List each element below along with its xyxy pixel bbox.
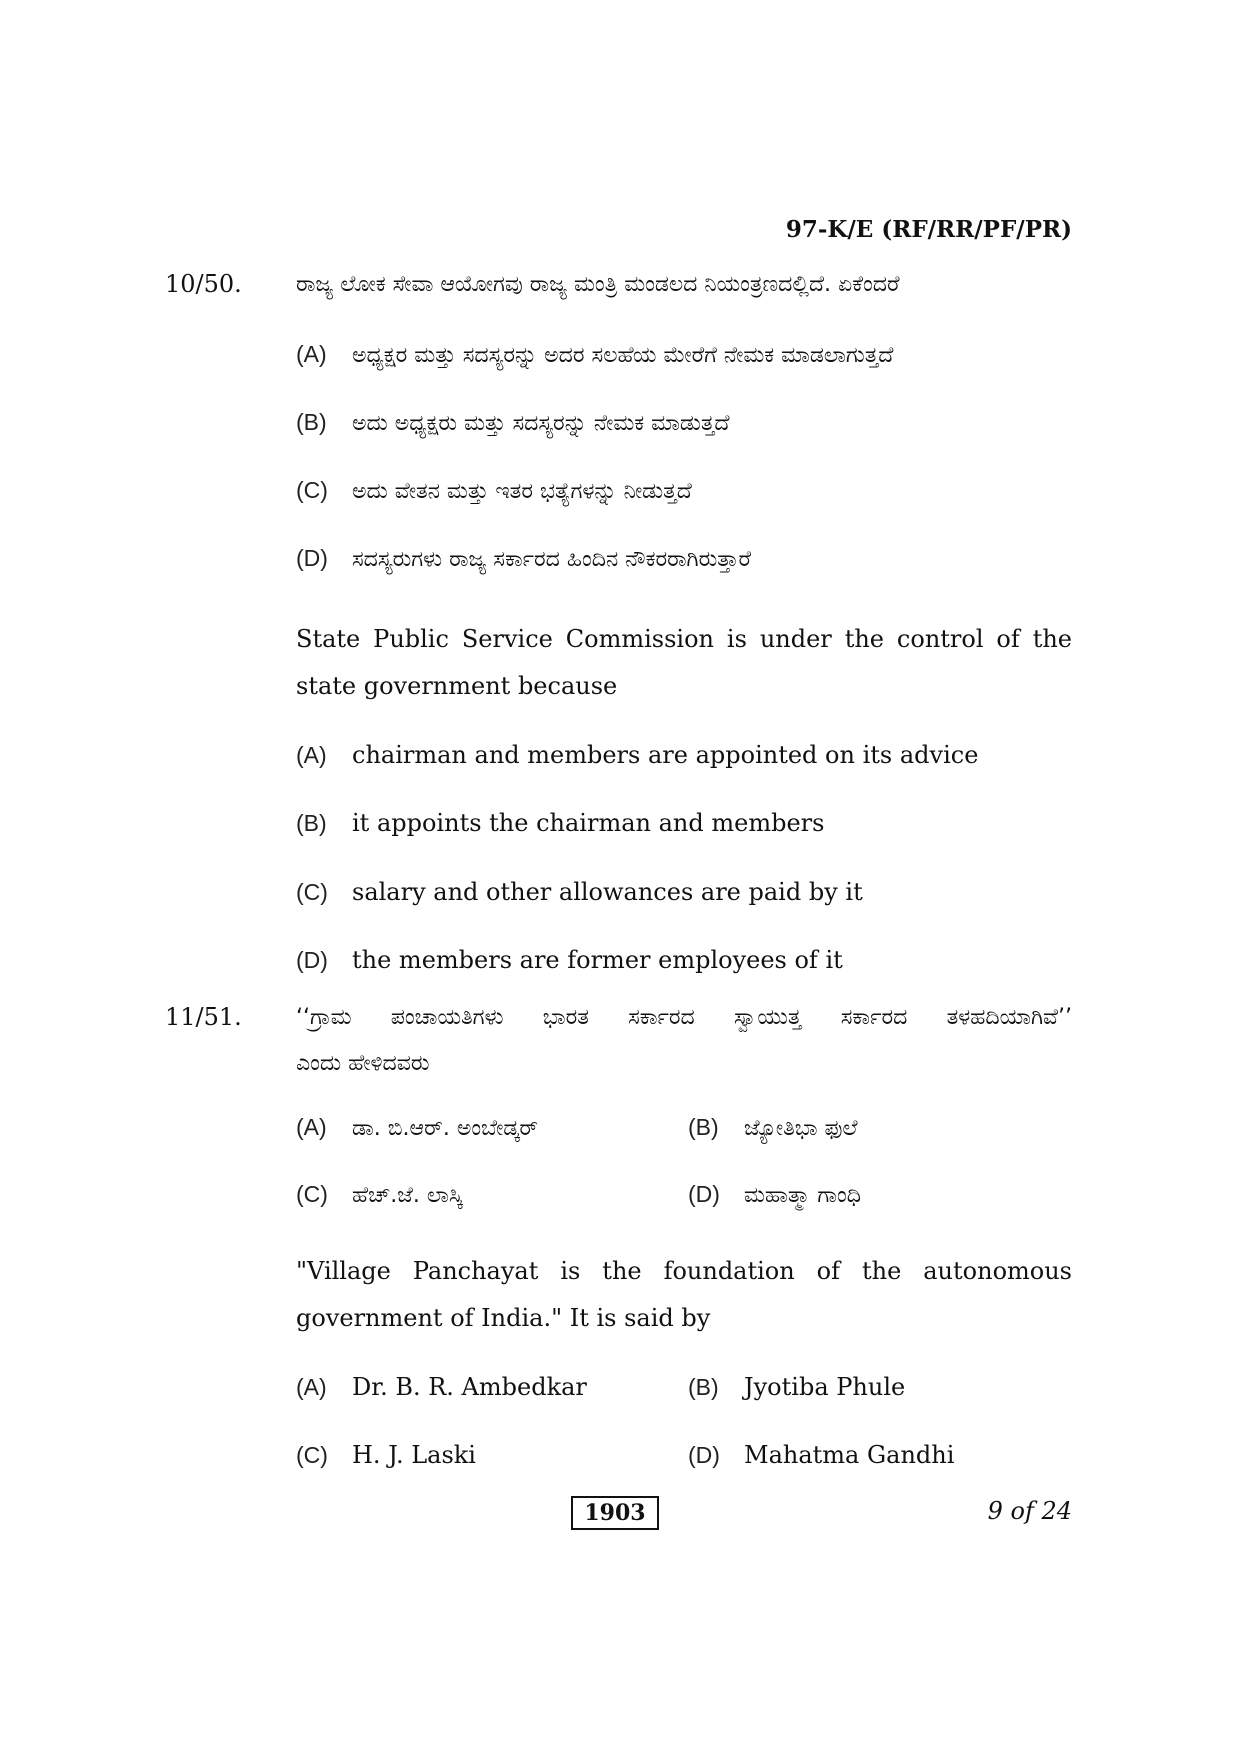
question-stem-english-line2: government of India." It is said by [296, 1304, 711, 1332]
option-text: Mahatma Gandhi [744, 1441, 955, 1469]
option-kannada-c [296, 476, 692, 504]
question-stem-english-line1: State Public Service Commission is under the control of the [296, 625, 1072, 653]
question-number: 11/51. [165, 1003, 242, 1031]
option-kannada-b [688, 1113, 858, 1141]
question-number: 10/50. [165, 270, 242, 298]
option-label: (C) [296, 879, 328, 905]
option-text: it appoints the chairman and members [352, 809, 825, 837]
option-label: (B) [688, 1114, 719, 1140]
option-label: (D) [688, 1181, 720, 1207]
option-label: (C) [296, 1442, 328, 1468]
option-text: ಡಾ. ಬಿ.ಆರ್. ಅಂಬೇಡ್ಕರ್ [352, 1116, 539, 1141]
option-text: H. J. Laski [352, 1441, 476, 1469]
option-label: (B) [296, 810, 327, 836]
option-label: (A) [296, 742, 327, 768]
option-text: ಅದು ಅಧ್ಯಕ್ಷರು ಮತ್ತು ಸದಸ್ಯರನ್ನು ನೇಮಕ ಮಾಡುತ್ತದೆ [352, 411, 730, 436]
option-english-b [688, 1373, 905, 1401]
option-label: (B) [688, 1374, 719, 1400]
option-label: (B) [296, 409, 327, 435]
option-text: Jyotiba Phule [744, 1373, 906, 1401]
option-english-d [688, 1441, 954, 1469]
option-text: ಸದಸ್ಯರುಗಳು ರಾಜ್ಯ ಸರ್ಕಾರದ ಹಿಂದಿನ ನೌಕರರಾಗಿರುತ್ತಾರೆ [352, 547, 752, 572]
option-kannada-d [296, 544, 751, 572]
option-text: the members are former employees of it [352, 946, 843, 974]
option-english-c [296, 878, 863, 906]
option-text: ಅದು ವೇತನ ಮತ್ತು ಇತರ ಭತ್ಯೆಗಳನ್ನು ನೀಡುತ್ತದೆ [352, 479, 692, 504]
paper-code: 97-K/E (RF/RR/PF/PR) [785, 216, 1072, 243]
option-english-a [296, 1373, 587, 1401]
question-stem-english-line1: "Village Panchayat is the foundation of the autonomous [296, 1257, 1072, 1285]
option-english-c [296, 1441, 476, 1469]
option-kannada-d [688, 1180, 861, 1208]
option-label: (C) [296, 1181, 328, 1207]
option-kannada-b [296, 408, 729, 436]
question-stem-kannada-line2: ಎಂದು ಹೇಳಿದವರು [296, 1051, 430, 1076]
option-label: (A) [296, 1374, 327, 1400]
option-label: (D) [688, 1442, 720, 1468]
option-label: (D) [296, 947, 328, 973]
footer-code-box: 1903 [571, 1496, 659, 1530]
option-english-a [296, 741, 978, 769]
option-label: (D) [296, 545, 328, 571]
option-english-d [296, 946, 843, 974]
option-label: (C) [296, 477, 328, 503]
option-text: Dr. B. R. Ambedkar [352, 1373, 587, 1401]
option-text: ಮಹಾತ್ಮಾ ಗಾಂಧಿ [744, 1183, 861, 1208]
option-text: chairman and members are appointed on its advice [352, 741, 979, 769]
question-stem-english-line2: state government because [296, 672, 618, 700]
option-text: ಜ್ಯೋತಿಭಾ ಫುಲೆ [744, 1116, 858, 1141]
option-english-b [296, 809, 824, 837]
option-label: (A) [296, 1114, 327, 1140]
question-stem-kannada: ರಾಜ್ಯ ಲೋಕ ಸೇವಾ ಆಯೋಗವು ರಾಜ್ಯ ಮಂತ್ರಿ ಮಂಡಲದ ನಿಯಂತ್ರಣದಲ್ಲಿದೆ. ಏಕೆಂದರೆ [296, 272, 900, 297]
question-stem-kannada-line1: ‘‘ಗ್ರಾಮ ಪಂಚಾಯತಿಗಳು ಭಾರತ ಸರ್ಕಾರದ ಸ್ವಾಯುತ್ತ ಸರ್ಕಾರದ ತಳಹದಿಯಾಗಿವೆ’’ [296, 1005, 1072, 1030]
option-kannada-c [296, 1180, 463, 1208]
option-label: (A) [296, 341, 327, 367]
option-text: salary and other allowances are paid by it [352, 878, 863, 906]
option-kannada-a [296, 1113, 538, 1141]
option-text: ಅಧ್ಯಕ್ಷರ ಮತ್ತು ಸದಸ್ಯರನ್ನು ಅದರ ಸಲಹೆಯ ಮೇರೆಗೆ ನೇಮಕ ಮಾಡಲಾಗುತ್ತದೆ [352, 343, 894, 368]
option-text: ಹೆಚ್.ಜೆ. ಲಾಸ್ಕಿ [352, 1183, 463, 1208]
option-kannada-a [296, 340, 893, 368]
page-number: 9 of 24 [987, 1497, 1072, 1525]
